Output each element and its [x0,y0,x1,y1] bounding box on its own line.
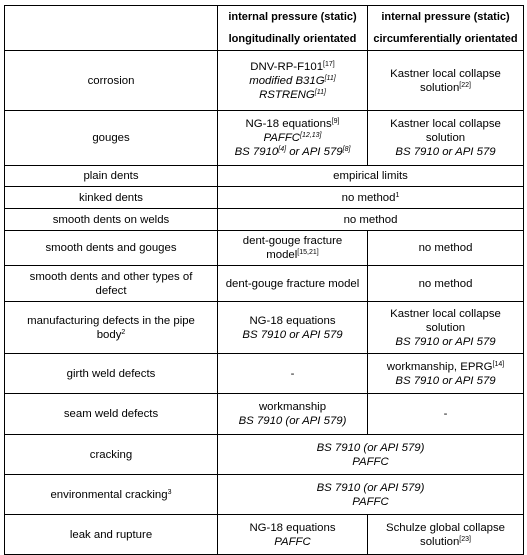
merged-method-cell: empirical limits [218,166,524,187]
table-row [5,475,524,515]
table-row [5,266,524,302]
header-row [5,6,524,51]
method-cell: dent-gouge fracture model[15,21] [218,231,368,266]
table-row [5,394,524,435]
merged-method-cell: BS 7910 (or API 579) PAFFC [218,475,524,515]
method-cell: workmanship, EPRG[14] BS 7910 or API 579 [368,354,524,394]
header-circumferential: internal pressure (static) circumferentially orientated [368,6,524,51]
row-label: gouges [5,111,218,166]
table-row [5,515,524,555]
merged-method-cell: no method [218,209,524,231]
row-label: girth weld defects [5,354,218,394]
row-label: cracking [5,435,218,475]
method-cell: NG-18 equations[9] PAFFC[12,13] BS 7910[4] or API 579[8] [218,111,368,166]
method-cell: Schulze global collapse solution[23] [368,515,524,555]
method-cell: NG-18 equations PAFFC [218,515,368,555]
header-longitudinal: internal pressure (static) longitudinally orientated [218,6,368,51]
row-label: smooth dents on welds [5,209,218,231]
method-cell: dent-gouge fracture model [218,266,368,302]
row-label: kinked dents [5,187,218,209]
row-label: seam weld defects [5,394,218,435]
method-cell: Kastner local collapse solution BS 7910 or API 579 [368,302,524,354]
merged-method-cell: no method$^1$ [218,187,524,209]
table-row [5,111,524,166]
method-cell: Kastner local collapse solution[22] [368,51,524,111]
method-cell: workmanship BS 7910 (or API 579) [218,394,368,435]
row-label: smooth dents and other types of defect [5,266,218,302]
table-row [5,231,524,266]
method-cell: NG-18 equations BS 7910 or API 579 [218,302,368,354]
method-cell: no method [368,231,524,266]
table-row [5,187,524,209]
row-label: plain dents [5,166,218,187]
row-label: environmental cracking$^3$ [5,475,218,515]
table-row [5,354,524,394]
method-cell: - [218,354,368,394]
table-row [5,209,524,231]
table-row [5,302,524,354]
method-cell: - [368,394,524,435]
table-row [5,435,524,475]
defect-assessment-table [4,5,524,555]
row-label: smooth dents and gouges [5,231,218,266]
method-cell: Kastner local collapse solution BS 7910 or API 579 [368,111,524,166]
merged-method-cell: BS 7910 (or API 579) PAFFC [218,435,524,475]
table-row [5,51,524,111]
header-empty-cell [5,6,218,51]
method-cell: no method [368,266,524,302]
row-label: manufacturing defects in the pipe body$^2$ [5,302,218,354]
table-row [5,166,524,187]
method-cell: DNV-RP-F101[17] modified B31G[11] RSTRENG[11] [218,51,368,111]
row-label: corrosion [5,51,218,111]
row-label: leak and rupture [5,515,218,555]
